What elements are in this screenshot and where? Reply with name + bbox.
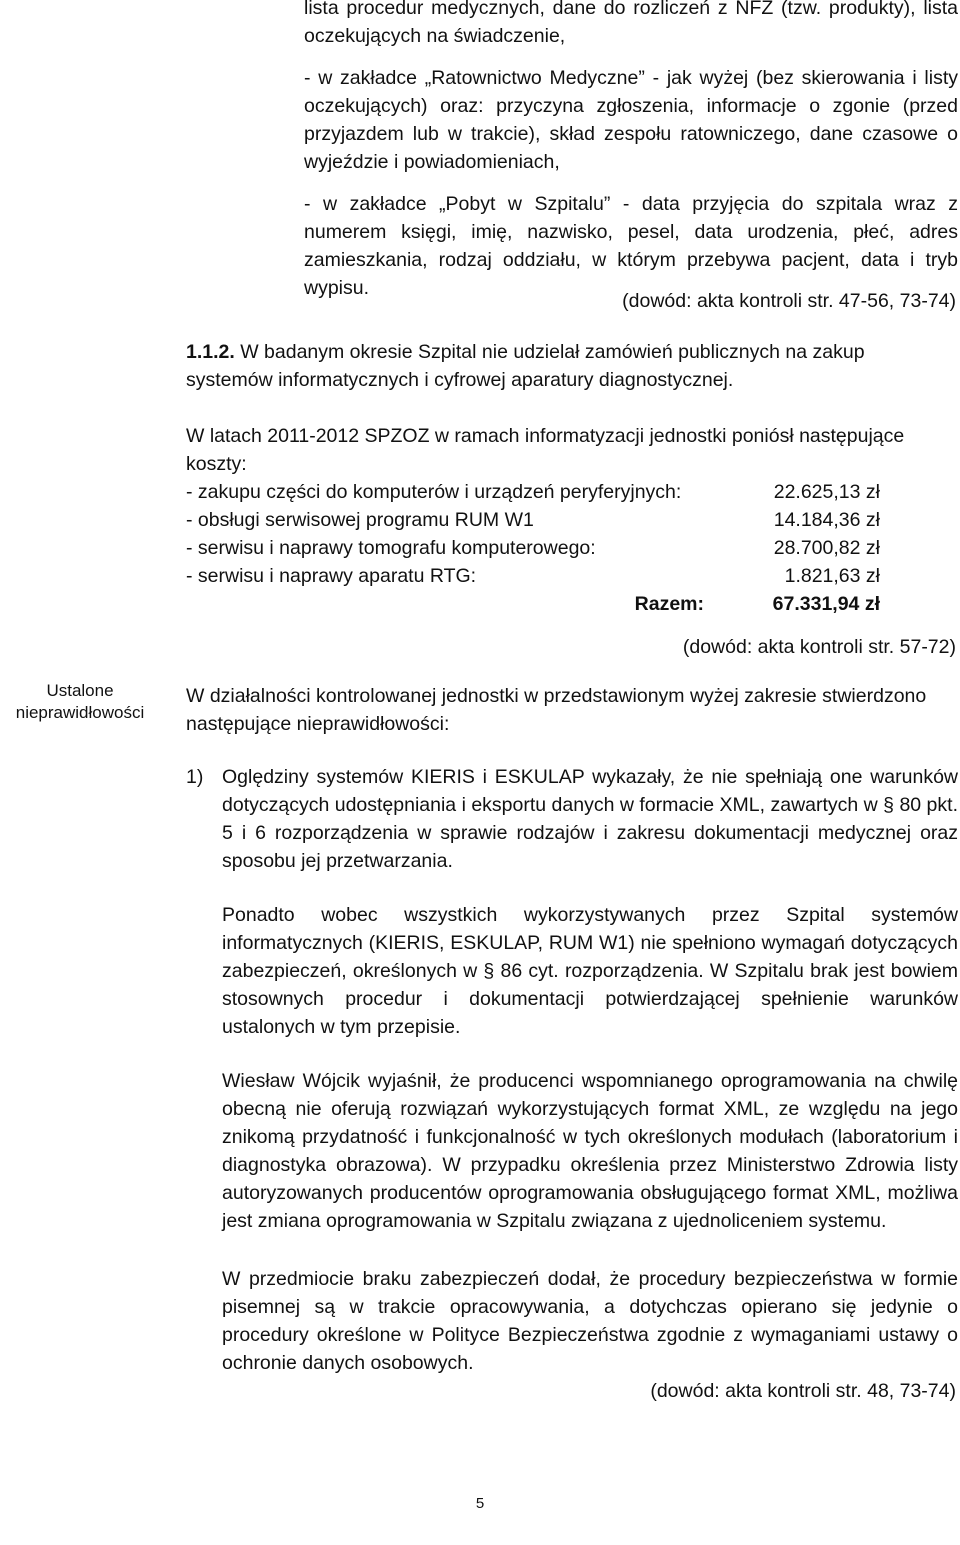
findings-intro: W działalności kontrolowanej jednostki w przedstawionym wyżej zakresie stwierdzono następujące nieprawidłowości: [186,685,927,735]
cost-value: 22.625,13 zł [773,481,880,503]
cost-total-row [186,590,880,618]
evidence-note-1: (dowód: akta kontroli str. 47-56, 73-74) [622,290,956,312]
security-paragraph: W przedmiocie braku zabezpieczeń dodał, że procedury bezpieczeństwa w formie pisemnej są w trakcie opracowywania, a dotychczas opierano się jedynie o procedury określone w Polityce Bezpieczeństwa zgodnie z wymaganiami ustawy o ochronie danych osobowych. [222,1268,958,1374]
cost-label: - serwisu i naprawy aparatu RTG: [186,565,477,587]
cost-row [186,478,880,506]
page-number: 5 [475,1495,485,1512]
ratownictwo-paragraph: - w zakładce „Ratownictwo Medyczne” - jak wyżej (bez skierowania i listy oczekujących) oraz: przyczyna zgłoszenia, informacje o zgonie (przed przyjazdem lub w trakcie), skład zespołu ratowniczego, dane czasowe o wyjeździe i powiadomieniach, [304,67,958,173]
side-label: Ustalone nieprawidłowości [15,681,145,722]
finding-item-1: Oględziny systemów KIERIS i ESKULAP wykazały, że nie spełniają one warunków dotyczących udostępniania i eksportu danych w formacie XML, zawartych w § 80 pkt. 5 i 6 rozporządzenia w sprawie rodzajów i zakresu dokumentacji medycznej oraz sposobu jej przetwarzania. [222,766,958,872]
cost-label: - zakupu części do komputerów i urządzeń peryferyjnych: [186,481,682,503]
evidence-note-3: (dowód: akta kontroli str. 48, 73-74) [650,1380,956,1402]
evidence-note-2: (dowód: akta kontroli str. 57-72) [682,636,956,658]
cost-value: 28.700,82 zł [773,537,880,559]
section-number: 1.1.2. [186,341,235,363]
cost-value: 14.184,36 zł [773,509,880,531]
section-text: W badanym okresie Szpital nie udzielał zamówień publicznych na zakup systemów informatycznych i cyfrowej aparatury diagnostycznej. [186,341,865,391]
pobyt-paragraph: - w zakładce „Pobyt w Szpitalu” - data przyjęcia do szpitala wraz z numerem księgi, imię, nazwisko, pesel, data urodzenia, płeć, adres zamieszkania, rodzaj oddziału, w którym przebywa pacjent, data i tryb wypisu. [304,193,958,299]
cost-row [186,562,880,590]
cost-value: 1.821,63 zł [784,565,880,587]
finding-paragraph-2: Ponadto wobec wszystkich wykorzystywanych przez Szpital systemów informatycznych (KIERIS, ESKULAP, RUM W1) nie spełniono wymagań dotyczących zabezpieczeń, określonych w § 86 cyt. rozporządzenia. W Szpitalu brak jest bowiem stosownych procedur i dokumentacji potwierdzającej spełnienie warunków ustalonych w tym przepisie. [222,904,958,1038]
cost-label: - serwisu i naprawy tomografu komputerowego: [186,537,596,559]
section-112-paragraph [186,338,956,394]
total-label: Razem: [634,593,704,615]
total-value: 67.331,94 zł [772,593,880,615]
item-number: 1) [186,766,204,788]
costs-intro: W latach 2011-2012 SPZOZ w ramach informatyzacji jednostki poniósł następujące koszty: [186,425,905,475]
cost-row [186,534,880,562]
cost-row [186,506,880,534]
cost-label: - obsługi serwisowej programu RUM W1 [186,509,534,531]
list-continuation: lista procedur medycznych, dane do rozliczeń z NFZ (tzw. produkty), lista oczekujących na świadczenie, [304,0,958,47]
explanation-paragraph: Wiesław Wójcik wyjaśnił, że producenci wspomnianego oprogramowania na chwilę obecną nie oferują rozwiązań wykorzystujących format XML, ze względu na jego znikomą przydatność i funkcjonalność w tych określonych modułach (laboratorium i diagnostyka obrazowa). W przypadku określenia przez Ministerstwo Zdrowia listy autoryzowanych producentów oprogramowania obsługującego format XML, możliwa jest zmiana oprogramowania w Szpitalu związana z ujednoliceniem systemu. [222,1070,958,1232]
